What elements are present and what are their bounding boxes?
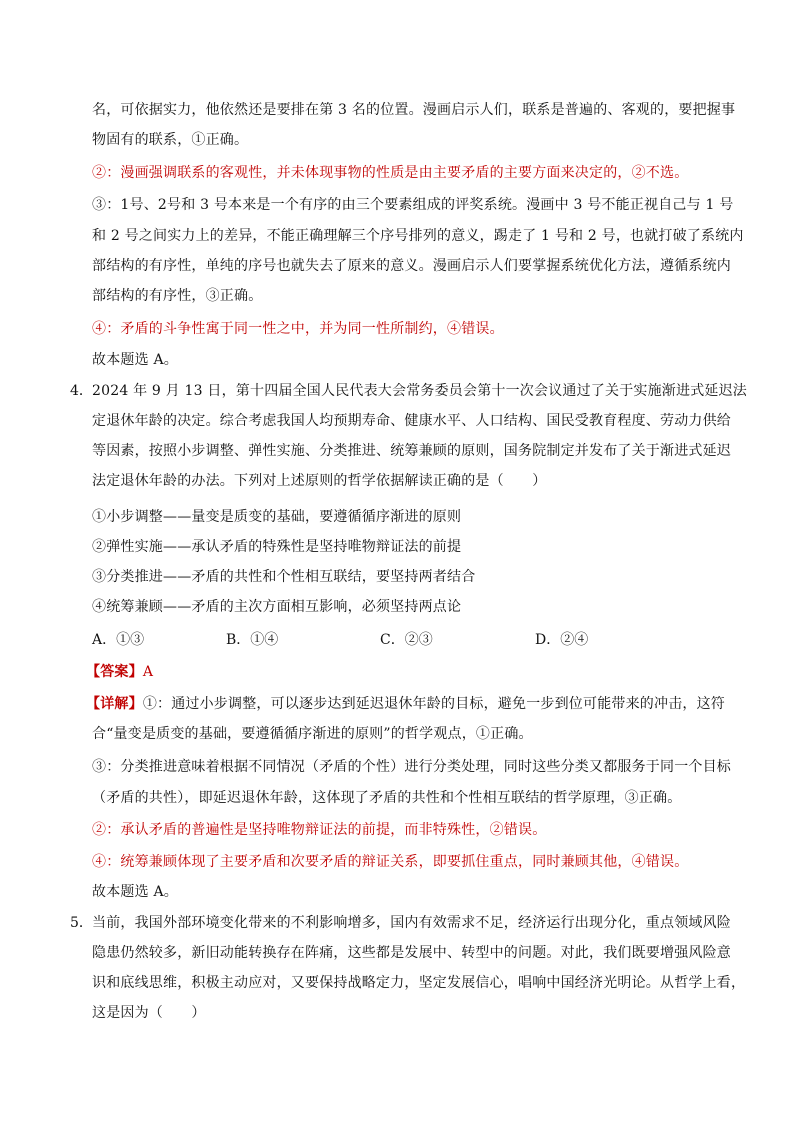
statement-3: ③分类推进——矛盾的共性和个性相互联结，要坚持两者结合	[92, 569, 476, 585]
answer-label: 【答案】	[86, 664, 143, 680]
detail-conclusion: 故本题选 A。	[92, 884, 178, 900]
question-5-line-3: 识和底线思维，积极主动应对，又要保持战略定力，坚定发展信心，唱响中国经济光明论。从哲学上看，	[92, 975, 746, 991]
explanation-line-5: 和 2 号之间实力上的差异，不能正确理解三个序号排列的意义，踢走了 1 号和 2 号，也就打破了系统内	[92, 228, 744, 244]
question-4-line-1: 2024 年 9 月 13 日，第十四届全国人民代表大会常务委员会第十一次会议通过了关于实施渐进式延迟法	[92, 383, 747, 399]
question-4-number: 4．	[70, 383, 93, 399]
answer-value: A	[142, 664, 154, 680]
statement-2: ②弹性实施——承认矛盾的特殊性是坚持唯物辩证法的前提	[92, 539, 462, 555]
explanation-line-3: ②：漫画强调联系的客观性，并未体现事物的性质是由主要矛盾的主要方面来决定的，②不选。	[92, 165, 689, 181]
question-5-line-4: 这是因为（ ）	[92, 1005, 206, 1021]
detail-text-1: ①：通过小步调整，可以逐步达到延迟退休年龄的目标，避免一步到位可能带来的冲击，这符	[142, 696, 726, 712]
question-4-line-3: 等因素，按照小步调整、弹性实施、分类推进、统筹兼顾的原则，国务院制定并发布了关于渐进式延迟	[92, 443, 731, 459]
explanation-line-2: 物固有的联系，①正确。	[92, 132, 249, 148]
option-a: A．①③	[92, 632, 145, 648]
explanation-line-4: ③：1号、2号和 3 号本来是一个有序的由三个要素组成的评奖系统。漫画中 3 号不能正视自己与 1 号	[92, 197, 734, 213]
explanation-conclusion: 故本题选 A。	[92, 352, 178, 368]
option-c: C．②③	[380, 632, 433, 648]
detail-line-6: ④：统筹兼顾体现了主要矛盾和次要矛盾的辩证关系，即要抓住重点，同时兼顾其他，④错误。	[92, 854, 689, 870]
detail-line-2: 合“量变是质变的基础，要遵循循序渐进的原则”的哲学观点，①正确。	[92, 726, 533, 742]
explanation-line-8: ④：矛盾的斗争性寓于同一性之中，并为同一性所制约，④错误。	[92, 321, 504, 337]
detail-line-4: （矛盾的共性），即延迟退休年龄，这体现了矛盾的共性和个性相互联结的哲学原理，③正确。	[92, 790, 682, 806]
explanation-line-7: 部结构的有序性，③正确。	[92, 288, 263, 304]
detail-line-5: ②：承认矛盾的普遍性是坚持唯物辩证法的前提，而非特殊性，②错误。	[92, 822, 547, 838]
detail-label: 【详解】	[86, 696, 143, 712]
option-b: B．①④	[226, 632, 279, 648]
question-4-line-4: 法定退休年龄的办法。下列对上述原则的哲学依据解读正确的是（ ）	[92, 473, 547, 489]
question-5-number: 5．	[70, 915, 93, 931]
question-4-line-2: 定退休年龄的决定。综合考虑我国人均预期寿命、健康水平、人口结构、国民受教育程度、劳动力供给	[92, 413, 731, 429]
answer-line	[86, 662, 153, 682]
option-d: D．②④	[535, 632, 589, 648]
statement-1: ①小步调整——量变是质变的基础，要遵循循序渐进的原则	[92, 509, 462, 525]
question-5-line-1: 当前，我国外部环境变化带来的不利影响增多，国内有效需求不足，经济运行出现分化，重点领域风险	[92, 915, 731, 931]
detail-line-1	[86, 694, 725, 714]
statement-4: ④统筹兼顾——矛盾的主次方面相互影响，必须坚持两点论	[92, 599, 462, 615]
explanation-line-1: 名，可依据实力，他依然还是要排在第 3 名的位置。漫画启示人们，联系是普遍的、客观的，要把握事	[92, 102, 736, 118]
question-5-line-2: 隐患仍然较多，新旧动能转换存在阵痛，这些都是发展中、转型中的问题。对此，我们既要增强风险意	[92, 945, 731, 961]
explanation-line-6: 部结构的有序性，单纯的序号也就失去了原来的意义。漫画启示人们要掌握系统优化方法，遵循系统内	[92, 258, 731, 274]
detail-line-3: ③：分类推进意味着根据不同情况（矛盾的个性）进行分类处理，同时这些分类又都服务于同一个目标	[92, 759, 731, 775]
